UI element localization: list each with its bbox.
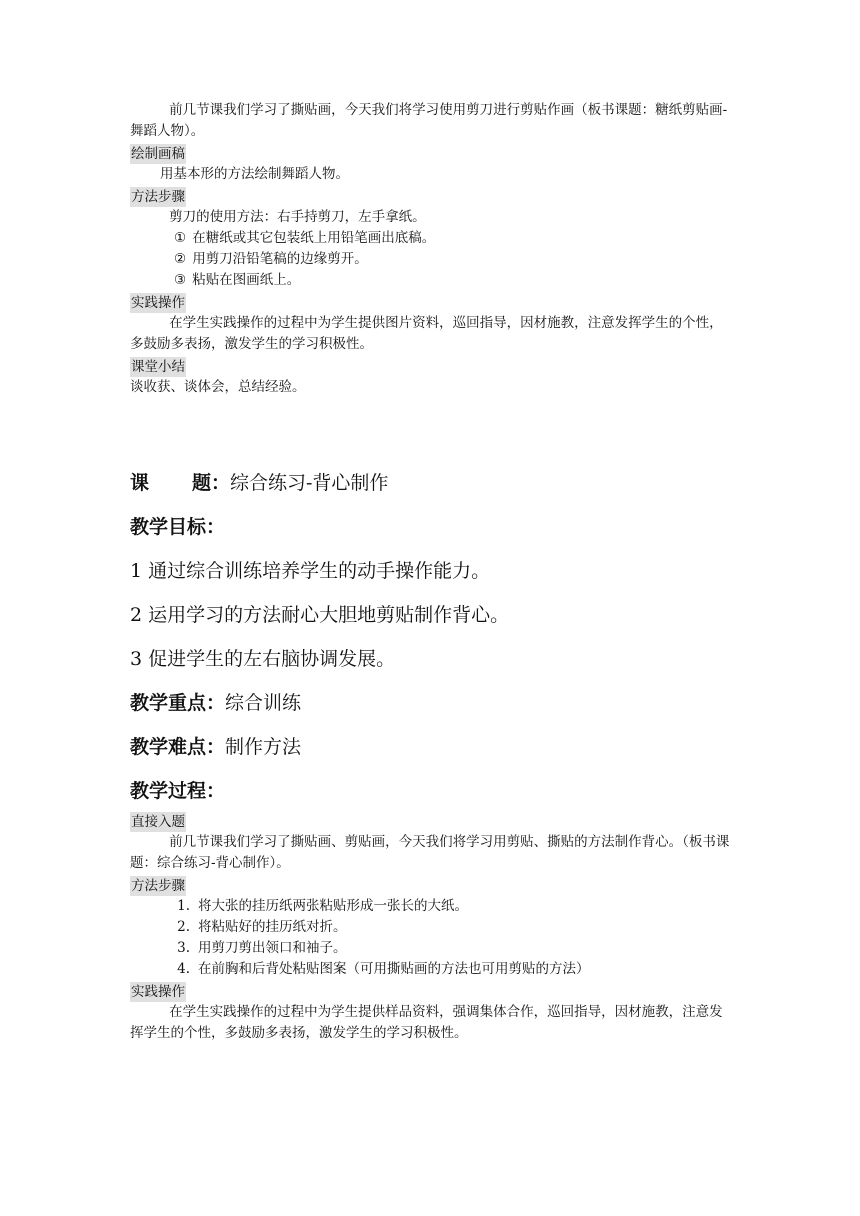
step-mark: ③ [173,272,187,288]
summary-text: 谈收获、谈体会，总结经验。 [130,379,306,395]
practice-text: 在学生实践操作的过程中为学生提供图片资料，巡回指导，因材施教，注意发挥学生的个性，多鼓励多表扬，激发学生的学习积极性。 [130,315,723,352]
step-mark: ② [173,251,187,267]
topic-line [130,470,732,496]
goal-item: 3 促进学生的左右脑协调发展。 [130,648,396,670]
step-text: 将粘贴好的挂历纸对折。 [198,919,347,935]
summary-heading: 课堂小结 [131,359,185,375]
step-item [177,896,732,917]
step-item [177,938,732,959]
steps-list [130,228,732,291]
step-item [172,249,732,270]
step-text: 用剪刀剪出领口和袖子。 [198,940,347,956]
key-point-label: 教学重点： [130,692,226,714]
process-label: 教学过程： [130,780,226,802]
step-number: 3. [177,940,190,956]
practice-heading-2: 实践操作 [131,984,185,1000]
difficulty-value: 制作方法 [225,736,302,758]
key-point-value: 综合训练 [225,692,302,714]
step-text: 用剪刀沿铅笔稿的边缘剪开。 [192,251,368,267]
direct-intro-text: 前几节课我们学习了撕贴画、剪贴画，今天我们将学习用剪贴、撕贴的方法制作背心。（板书课题：综合练习-背心制作）。 [130,834,730,871]
step-number: 2. [177,919,190,935]
steps-intro: 剪刀的使用方法：右手持剪刀，左手拿纸。 [169,209,426,225]
steps-heading: 方法步骤 [131,189,185,205]
step-number: 1. [177,898,190,914]
difficulty-line [130,734,732,760]
step-item [172,270,732,291]
topic-label-1: 课 [130,472,150,494]
direct-intro-heading: 直接入题 [131,814,185,830]
steps-list-2 [130,896,732,980]
step-number: 4. [177,961,190,977]
topic-value: 综合练习-背心制作 [230,472,389,494]
practice-heading: 实践操作 [131,295,185,311]
difficulty-label: 教学难点： [130,736,226,758]
goal-item: 2 运用学习的方法耐心大胆地剪贴制作背心。 [130,604,510,626]
step-text: 将大张的挂历纸两张粘贴形成一张长的大纸。 [198,898,468,914]
step-mark: ① [173,230,187,246]
goal-item: 1 通过综合训练培养学生的动手操作能力。 [130,560,491,582]
step-item [172,228,732,249]
steps-heading-2: 方法步骤 [131,878,185,894]
step-text: 在前胸和后背处粘贴图案（可用撕贴画的方法也可用剪贴的方法） [198,961,590,977]
practice-text-2: 在学生实践操作的过程中为学生提供样品资料，强调集体合作，巡回指导，因材施教，注意发挥学生的个性，多鼓励多表扬，激发学生的学习积极性。 [130,1004,723,1041]
key-point-line [130,690,732,716]
step-text: 粘贴在图画纸上。 [192,272,301,288]
lesson-intro-paragraph: 前几节课我们学习了撕贴画，今天我们将学习使用剪刀进行剪贴作画（板书课题：糖纸剪贴画-舞蹈人物）。 [130,102,728,139]
document-page [130,100,732,1044]
step-item [177,917,732,938]
goals-label: 教学目标： [130,516,226,538]
draft-heading: 绘制画稿 [131,146,185,162]
step-item [177,959,732,980]
step-text: 在糖纸或其它包装纸上用铅笔画出底稿。 [192,230,436,246]
draft-text: 用基本形的方法绘制舞蹈人物。 [160,166,349,182]
topic-label-2: 题： [192,472,231,494]
